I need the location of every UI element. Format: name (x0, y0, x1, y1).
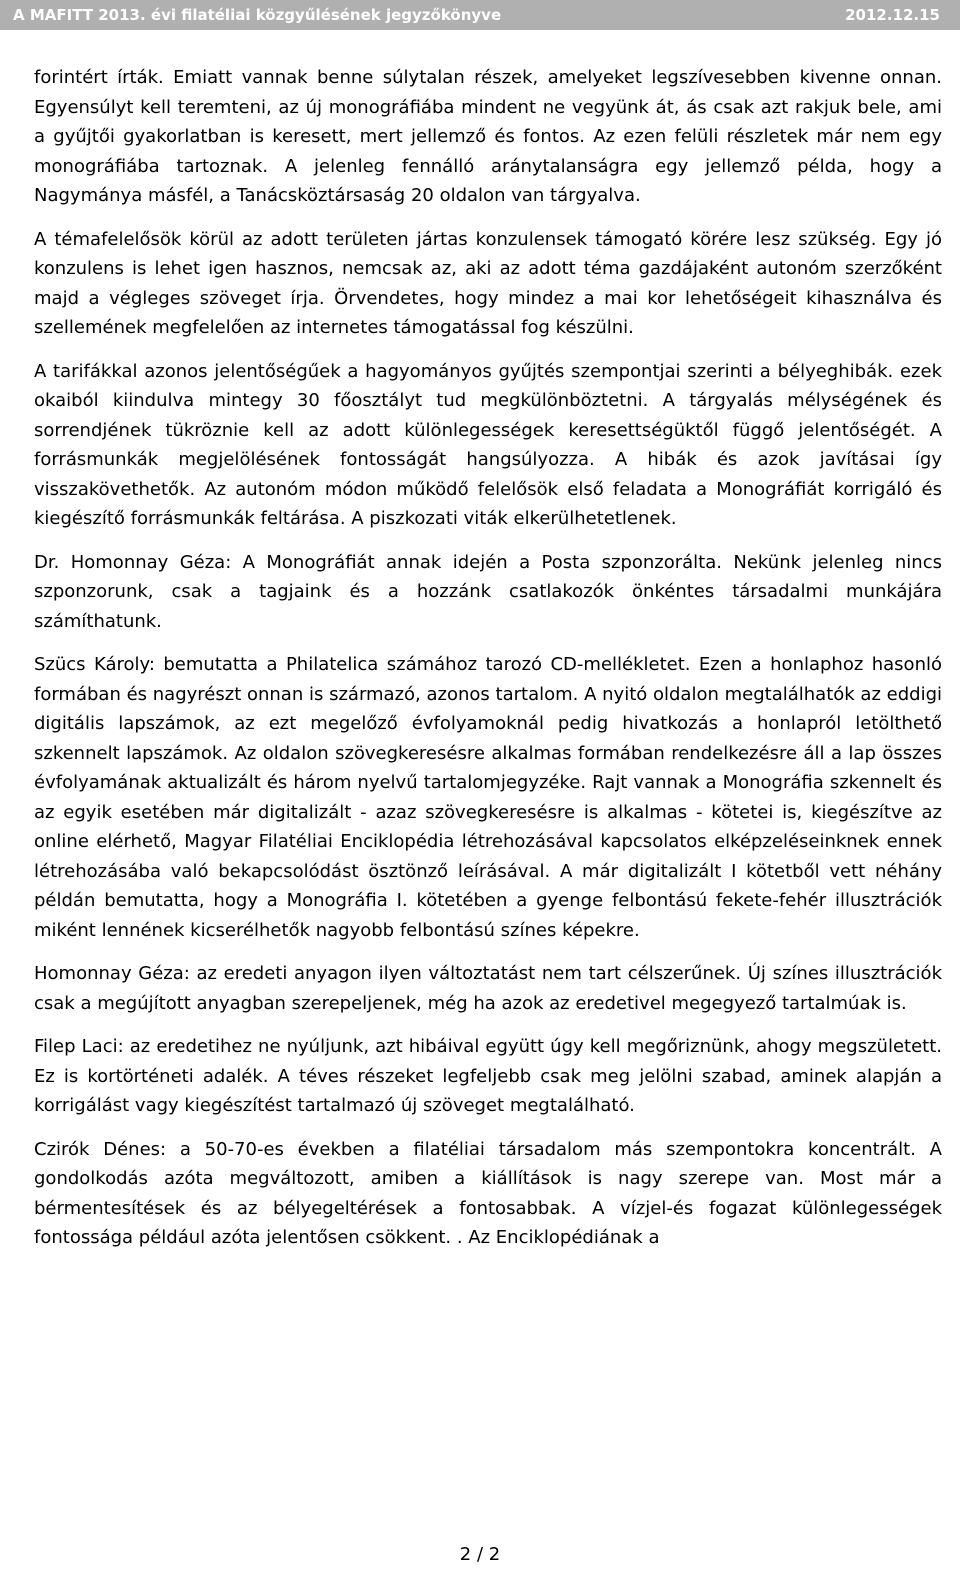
paragraph: Filep Laci: az eredetihez ne nyúljunk, azt hibáival együtt úgy kell megőriznünk, ahogy megszületett. Ez is kortörténeti adalék. A téves részeket legfeljebb csak meg jelölni szabad, aminek alapján a korrigálást vagy kiegészítést tartalmazó új szöveget megtalálható. (34, 1036, 942, 1116)
page-header (0, 0, 960, 30)
paragraph: Szücs Károly: bemutatta a Philatelica számához tarozó CD-mellékletet. Ezen a honlaphoz hasonló formában és nagyrészt onnan is származó, azonos tartalom. A nyitó oldalon megtalálhatók az eddigi digitális lapszámok, az ezt megelőző évfolyamoknál pedig hivatkozás a honlapról letölthető szkennelt lapszámok. Az oldalon szövegkeresésre alkalmas formában rendelkezésre áll a lap összes évfolyamának aktualizált és három nyelvű tartalomjegyzéke. Rajt vannak a Monográfia szkennelt és az egyik esetében már digitalizált - azaz szövegkeresésre is alkalmas - kötetei is, kiegészítve az online elérhető, Magyar Filatéliai Enciklopédia létrehozásával kapcsolatos elképzeléseinknek ennek létrehozásába való bekapcsolódást ösztönző leírásával. A már digitalizált I kötetből vett néhány példán bemutatta, hogy a Monográfia I. kötetében a gyenge felbontású fekete-fehér illusztrációk miként lennének kicserélhetők nagyobb felbontású színes képekre. (34, 654, 942, 941)
document-body (34, 63, 942, 1267)
paragraph: A tarifákkal azonos jelentőségűek a hagyományos gyűjtés szempontjai szerinti a bélyeghibák. ezek okaiból kiindulva mintegy 30 főosztályt tud megkülönböztetni. A tárgyalás mélységének és sorrendjének tükröznie kell az adott különlegességek keresettségüktől függő jelentőségét. A forrásmunkák megjelölésének fontosságát hangsúlyozza. A hibák és azok javításai így visszakövethetők. Az autonóm módon működő felelősök első feladata a Monográfiát korrigáló és kiegészítő forrásmunkák feltárása. A piszkozati viták elkerülhetetlenek. (34, 360, 942, 529)
paragraph: Dr. Homonnay Géza: A Monográfiát annak idején a Posta szponzorálta. Nekünk jelenleg nincs szponzorunk, csak a tagjaink és a hozzánk csatlakozók önkéntes társadalmi munkájára számíthatunk. (34, 551, 942, 632)
header-date: 2012.12.15 (845, 6, 940, 24)
paragraph: A témafelelősök körül az adott területen jártas konzulensek támogató körére lesz szükség. Egy jó konzulens is lehet igen hasznos, nemcsak az, aki az adott téma gazdájaként autonóm szerzőként majd a végleges szöveget írja. Örvendetes, hogy mindez a mai kor lehetőségeit kihasználva és szellemének megfelelően az internetes támogatással fog készülni. (34, 228, 942, 338)
paragraph: Homonnay Géza: az eredeti anyagon ilyen változtatást nem tart célszerűnek. Új színes illusztrációk csak a megújított anyagban szerepeljenek, még ha azok az eredetivel megegyező tartalmúak is. (34, 963, 942, 1014)
page-number: 2 / 2 (459, 1544, 501, 1565)
paragraph: Czirók Dénes: a 50-70-es években a filatéliai társadalom más szempontokra koncentrált. A gondolkodás azóta megváltozott, amiben a kiállítások is nagy szerepe van. Most már a bérmentesítések és az bélyegeltérések a fontosabbak. A vízjel-és fogazat különlegességek fontossága például azóta jelentősen csökkent. . Az Enciklopédiának a (34, 1138, 942, 1248)
paragraph: forintért írták. Emiatt vannak benne súlytalan részek, amelyeket legszívesebben kivenne onnan. Egyensúlyt kell teremteni, az új monográfiába mindent ne vegyünk át, ás csak azt rakjuk bele, ami a gyűjtői gyakorlatban is keresett, mert jellemző és fontos. Az ezen felüli részletek már nem egy monográfiába tartoznak. A jelenleg fennálló aránytalanságra egy jellemző példa, hogy a Nagymánya másfél, a Tanácsköztársaság 20 oldalon van tárgyalva. (34, 67, 942, 206)
header-title: A MAFITT 2013. évi filatéliai közgyűlésének jegyzőkönyve (13, 6, 502, 24)
